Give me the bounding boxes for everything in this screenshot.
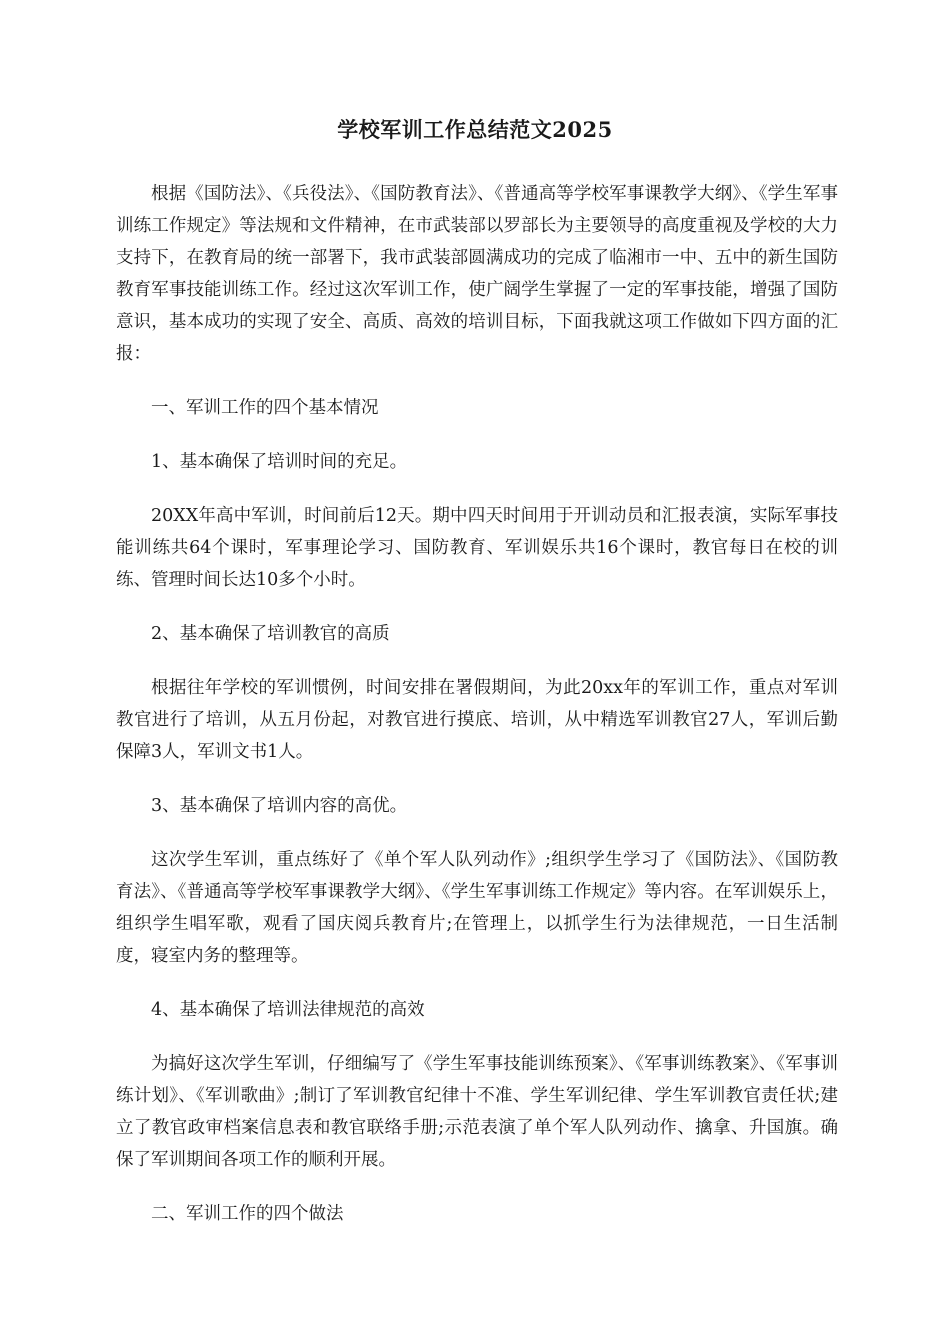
paragraph-training-time: 20XX年高中军训，时间前后12天。期中四天时间用于开训动员和汇报表演，实际军事技能训练共64个课时，军事理论学习、国防教育、军训娱乐共16个课时，教官每日在校的训练、管理时间长达10多个小时。 xyxy=(116,506,838,590)
section-heading-2: 二、军训工作的四个做法 xyxy=(151,1204,344,1224)
subheading-3: 3、基本确保了培训内容的高优。 xyxy=(151,796,408,816)
paragraph-intro: 根据《国防法》、《兵役法》、《国防教育法》、《普通高等学校军事课教学大纲》、《学生军事训练工作规定》等法规和文件精神，在市武装部以罗部长为主要领导的高度重视及学校的大力支持下，在教育局的统一部署下，我市武装部圆满成功的完成了临湘市一中、五中的新生国防教育军事技能训练工作。经过这次军训工作，使广阔学生掌握了一定的军事技能，增强了国防意识，基本成功的实现了安全、高质、高效的培训目标，下面我就这项工作做如下四方面的汇报： xyxy=(116,184,838,364)
paragraph-norms: 为搞好这次学生军训，仔细编写了《学生军事技能训练预案》、《军事训练教案》、《军事训练计划》、《军训歌曲》;制订了军训教官纪律十不准、学生军训纪律、学生军训教官责任状;建立了教官政审档案信息表和教官联络手册;示范表演了单个军人队列动作、擒拿、升国旗。确保了军训期间各项工作的顺利开展。 xyxy=(116,1054,838,1170)
subheading-1: 1、基本确保了培训时间的充足。 xyxy=(151,452,408,472)
paragraph-content: 这次学生军训，重点练好了《单个军人队列动作》;组织学生学习了《国防法》、《国防教育法》、《普通高等学校军事课教学大纲》、《学生军事训练工作规定》等内容。在军训娱乐上，组织学生唱军歌，观看了国庆阅兵教育片;在管理上，以抓学生行为法律规范，一日生活制度，寝室内务的整理等。 xyxy=(116,850,838,966)
paragraph-instructors: 根据往年学校的军训惯例，时间安排在署假期间，为此20xx年的军训工作，重点对军训教官进行了培训，从五月份起，对教官进行摸底、培训，从中精选军训教官27人，军训后勤保障3人，军训文书1人。 xyxy=(116,678,838,762)
subheading-2: 2、基本确保了培训教官的高质 xyxy=(151,624,390,644)
subheading-4: 4、基本确保了培训法律规范的高效 xyxy=(151,1000,425,1020)
section-heading-1: 一、军训工作的四个基本情况 xyxy=(151,398,379,418)
document-body xyxy=(116,178,838,1252)
document-title: 学校军训工作总结范文2025 xyxy=(337,117,613,142)
